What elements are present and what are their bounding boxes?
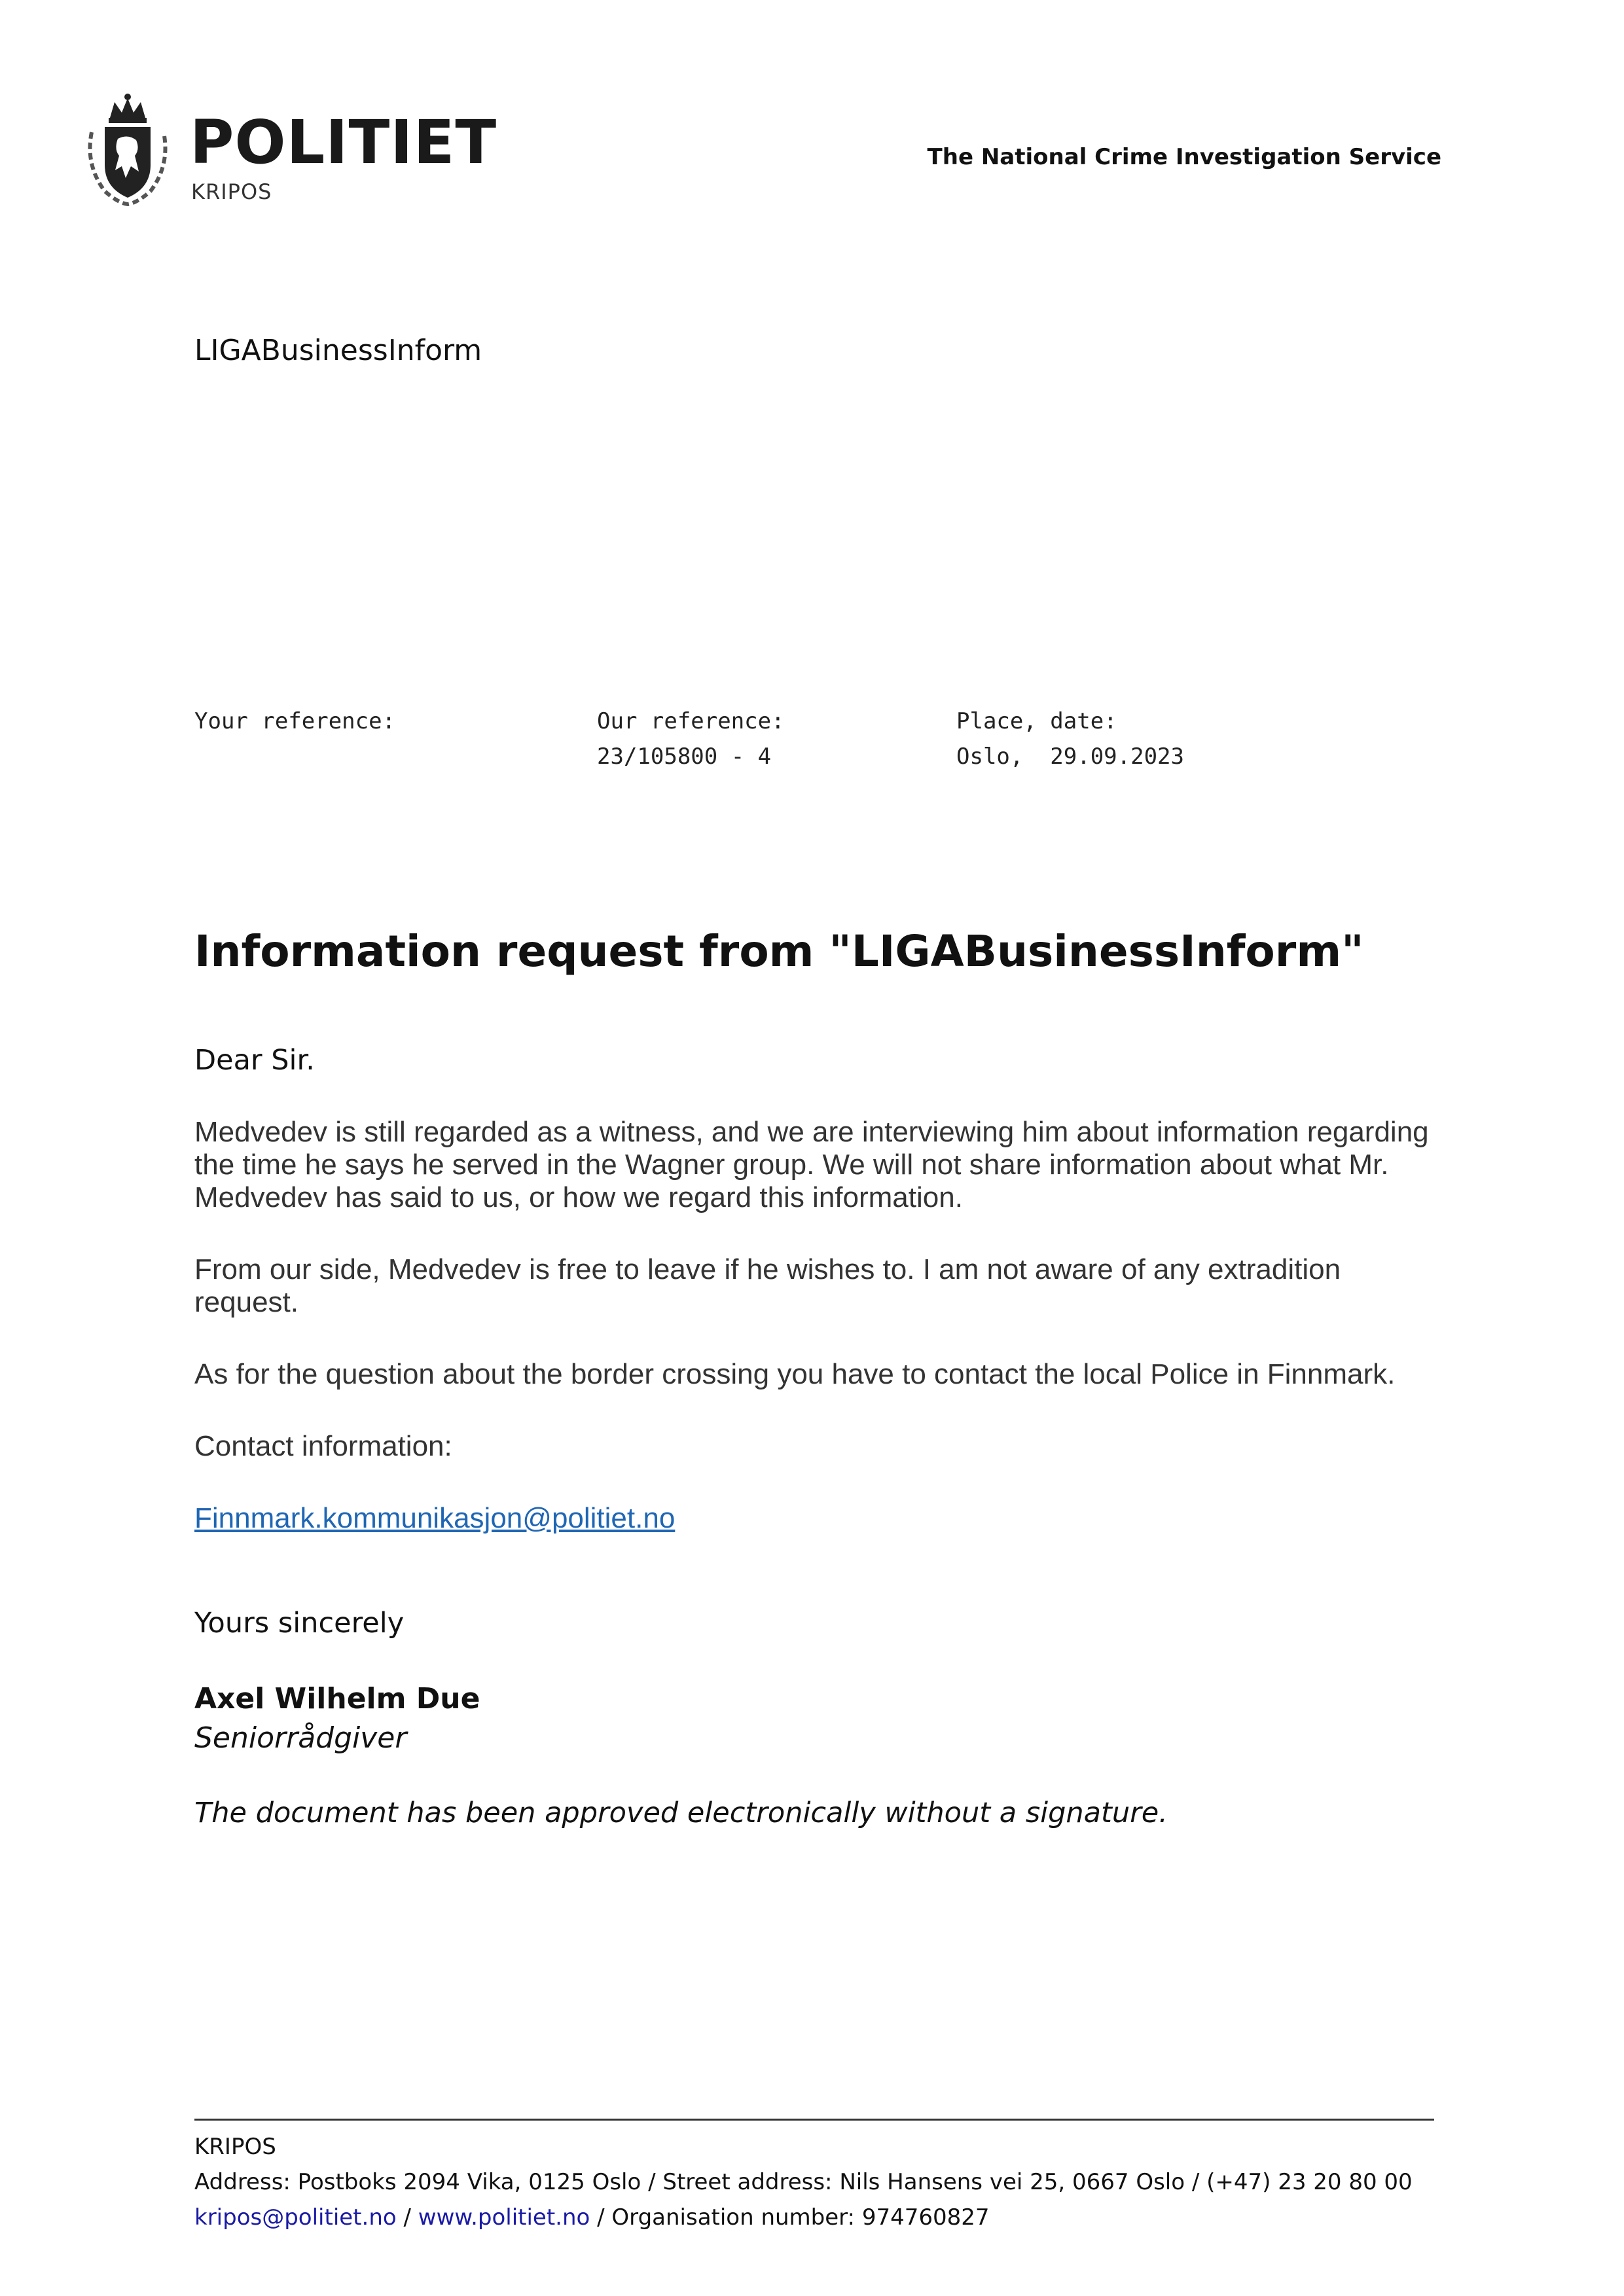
footer-contacts [194, 2204, 990, 2231]
footer-website-link[interactable]: www.politiet.no [418, 2204, 590, 2231]
body-paragraph-2: From our side, Medvedev is free to leave if he wishes to. I am not aware of any extradition request. [194, 1253, 1341, 1318]
signer-title: Seniorrådgiver [194, 1721, 407, 1755]
footer-separator: / [396, 2204, 418, 2231]
signer-name: Axel Wilhelm Due [194, 1682, 480, 1715]
footer-address: Address: Postboks 2094 Vika, 0125 Oslo / Street address: Nils Hansens vei 25, 0667 Oslo / (+47) 23 20 80 00 [194, 2169, 1413, 2195]
footer-separator: / [590, 2204, 612, 2231]
contact-email-link[interactable]: Finnmark.kommunikasjon@politiet.no [194, 1502, 676, 1534]
police-crest-icon [79, 93, 177, 207]
our-reference-label: Our reference: [597, 708, 785, 734]
footer-email-link[interactable]: kripos@politiet.no [194, 2204, 397, 2231]
body-paragraph-1: Medvedev is still regarded as a witness, and we are interviewing him about information regarding the time he says he served in the Wagner group. We will not share information about what Mr. Medvedev has said to us, or how we regard this information. [194, 1116, 1429, 1213]
greeting: Dear Sir. [194, 1044, 315, 1077]
footer-org: KRIPOS [194, 2134, 276, 2160]
footer-org-number: Organisation number: 974760827 [611, 2204, 990, 2231]
body-paragraph-3: As for the question about the border crossing you have to contact the local Police in Finnmark. [194, 1358, 1396, 1390]
politiet-logo [79, 93, 497, 214]
letter-title: Information request from "LIGABusinessInform" [194, 926, 1364, 977]
logo-wordmark: POLITIET [190, 107, 497, 177]
logo-subtitle: KRIPOS [191, 179, 272, 204]
your-reference-label: Your reference: [194, 708, 396, 734]
our-reference-value: 23/105800 - 4 [597, 744, 772, 770]
recipient-name: LIGABusinessInform [194, 334, 482, 367]
place-date-value: Oslo, 29.09.2023 [956, 744, 1184, 770]
approval-note: The document has been approved electronically without a signature. [194, 1797, 1168, 1829]
closing: Yours sincerely [194, 1607, 405, 1640]
contact-label: Contact information: [194, 1430, 452, 1462]
place-date-label: Place, date: [956, 708, 1117, 734]
agency-name: The National Crime Investigation Service [927, 144, 1441, 170]
footer-divider [194, 2119, 1434, 2121]
